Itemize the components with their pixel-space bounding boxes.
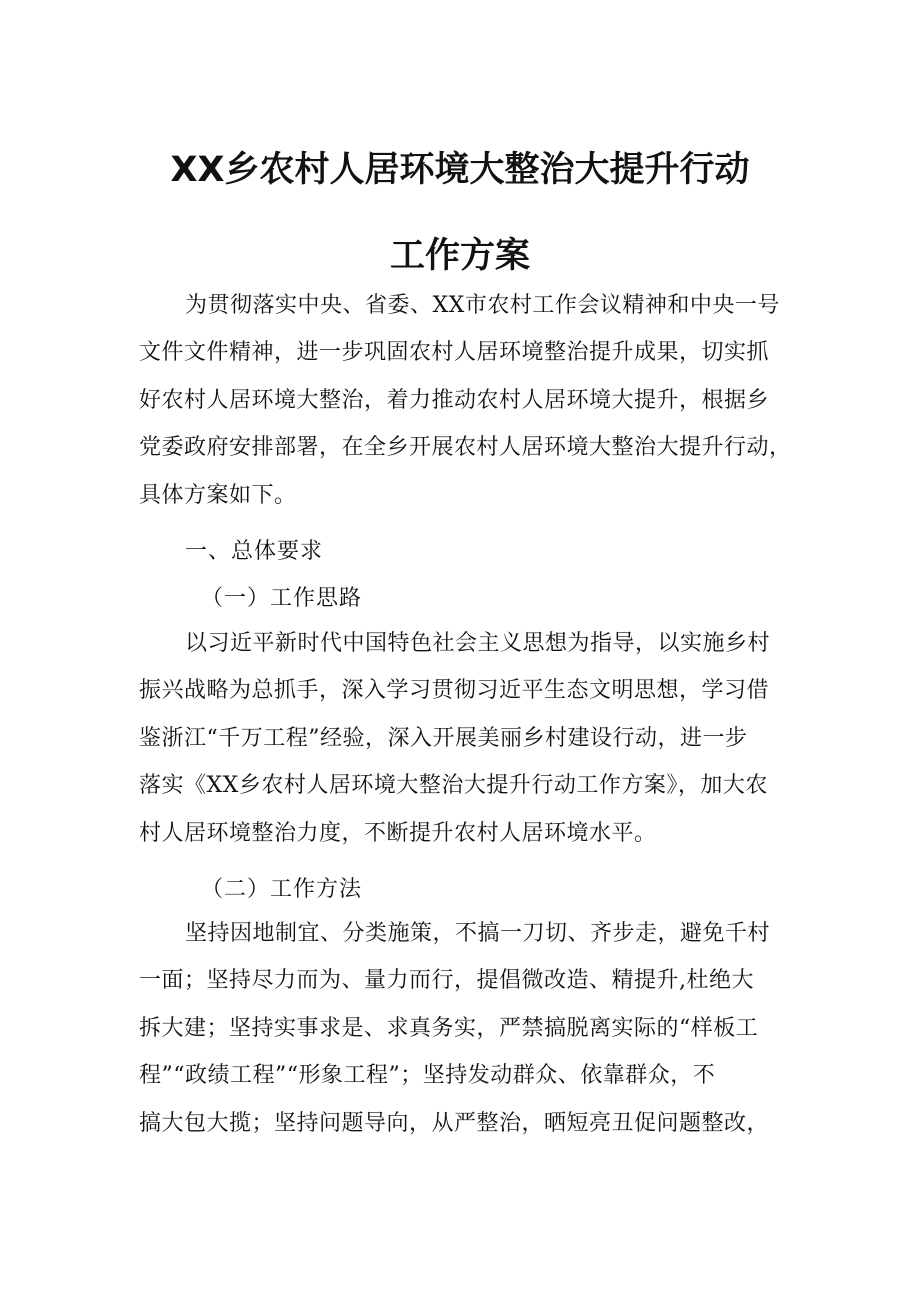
paragraph-line: 程”“政绩工程”“形象工程”；坚持发动群众、依靠群众，不 <box>139 1063 716 1089</box>
document-title-line-2: 工作方案 <box>389 236 530 276</box>
paragraph-line: 党委政府安排部署，在全乡开展农村人居环境大整治大提升行动， <box>139 435 792 461</box>
paragraph-line: 以习近平新时代中国特色社会主义思想为指导，以实施乡村 <box>185 631 771 656</box>
subsection-heading-work-methods: （二）工作方法 <box>201 877 363 902</box>
paragraph-line: 为贯彻落实中央、省委、XX市农村工作会议精神和中央一号 <box>185 293 780 318</box>
paragraph-line: 拆大建；坚持实事求是、求真务实，严禁搞脱离实际的“样板工 <box>139 1015 759 1041</box>
paragraph-line: 村人居环境整治力度，不断提升农村人居环境水平。 <box>139 820 657 846</box>
paragraph-line: 鉴浙江“千万工程”经验，深入开展美丽乡村建设行动，进一步 <box>139 725 748 751</box>
section-heading-overall-requirements: 一、总体要求 <box>185 539 324 564</box>
paragraph-line: 振兴战略为总抓手，深入学习贯彻习近平生态文明思想，学习借 <box>139 678 770 704</box>
paragraph-line: 文件文件精神，进一步巩固农村人居环境整治提升成果，切实抓 <box>139 340 770 366</box>
work-methods-paragraph <box>139 910 783 1147</box>
subsection-heading-work-approach: （一）工作思路 <box>201 586 363 611</box>
paragraph-line: 落实《XX乡农村人居环境大整治大提升行动工作方案》，加大农 <box>139 773 768 799</box>
paragraph-line: 具体方案如下。 <box>139 482 297 508</box>
paragraph-line: 搞大包大揽；坚持问题导向，从严整治，晒短亮丑促问题整改， <box>139 1110 770 1136</box>
document-title-line-1: XX乡农村人居环境大整治大提升行动 <box>170 150 750 190</box>
paragraph-line: 一面；坚持尽力而为、量力而行，提倡微改造、精提升,杜绝大 <box>139 968 754 994</box>
intro-paragraph <box>139 282 792 519</box>
paragraph-line: 好农村人居环境大整治，着力推动农村人居环境大提升，根据乡 <box>139 387 770 413</box>
work-approach-paragraph <box>139 620 783 857</box>
paragraph-line: 坚持因地制宜、分类施策，不搞一刀切、齐步走，避免千村 <box>185 921 771 946</box>
